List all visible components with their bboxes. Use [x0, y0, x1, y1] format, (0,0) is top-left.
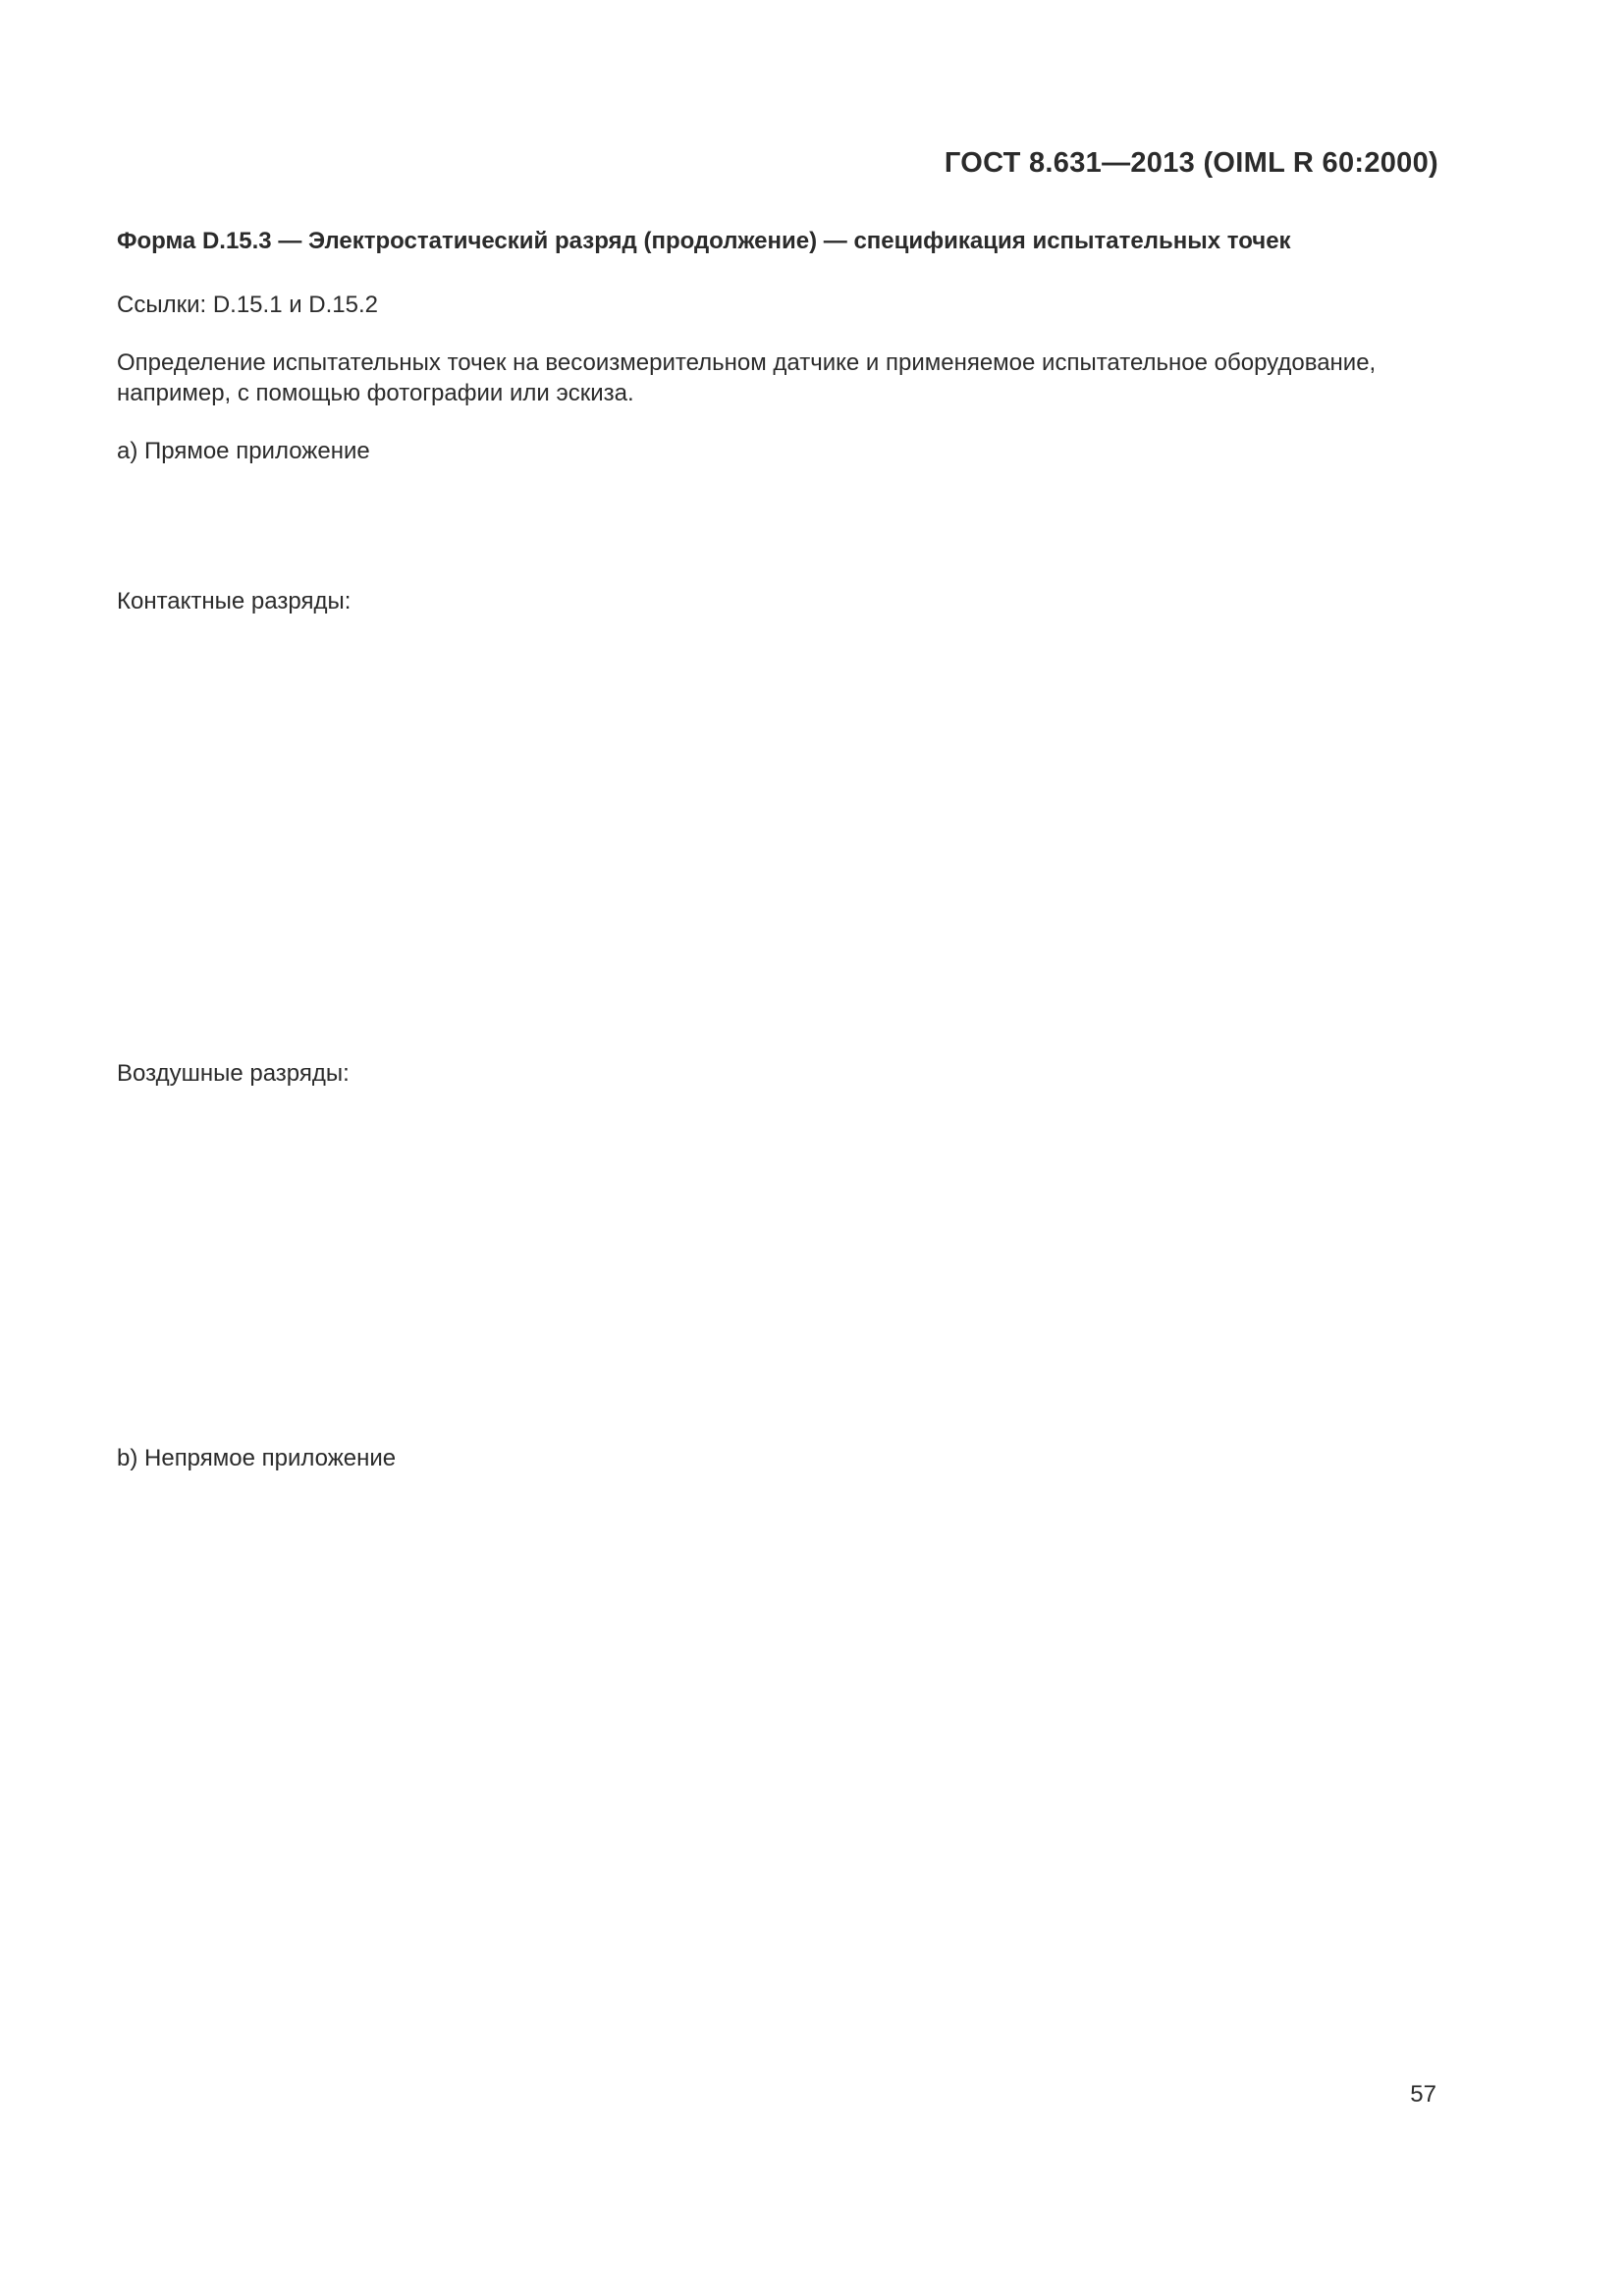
definition-line-2: например, с помощью фотографии или эскиза. [117, 380, 634, 406]
references-text: Ссылки: D.15.1 и D.15.2 [117, 292, 378, 318]
contact-discharges-label: Контактные разряды: [117, 588, 352, 614]
definition-paragraph [117, 347, 1376, 408]
indirect-application-heading: b) Непрямое приложение [117, 1445, 397, 1471]
direct-application-heading: а) Прямое приложение [117, 438, 370, 464]
page-number: 57 [1410, 2081, 1436, 2108]
standard-code-header: ГОСТ 8.631—2013 (OIML R 60:2000) [944, 147, 1438, 179]
air-discharges-label: Воздушные разряды: [117, 1060, 350, 1087]
definition-line-1: Определение испытательных точек на весоизмерительном датчике и применяемое испытательное оборудование, [117, 349, 1377, 376]
form-title: Форма D.15.3 — Электростатический разряд (продолжение) — спецификация испытательных точек [117, 228, 1291, 254]
